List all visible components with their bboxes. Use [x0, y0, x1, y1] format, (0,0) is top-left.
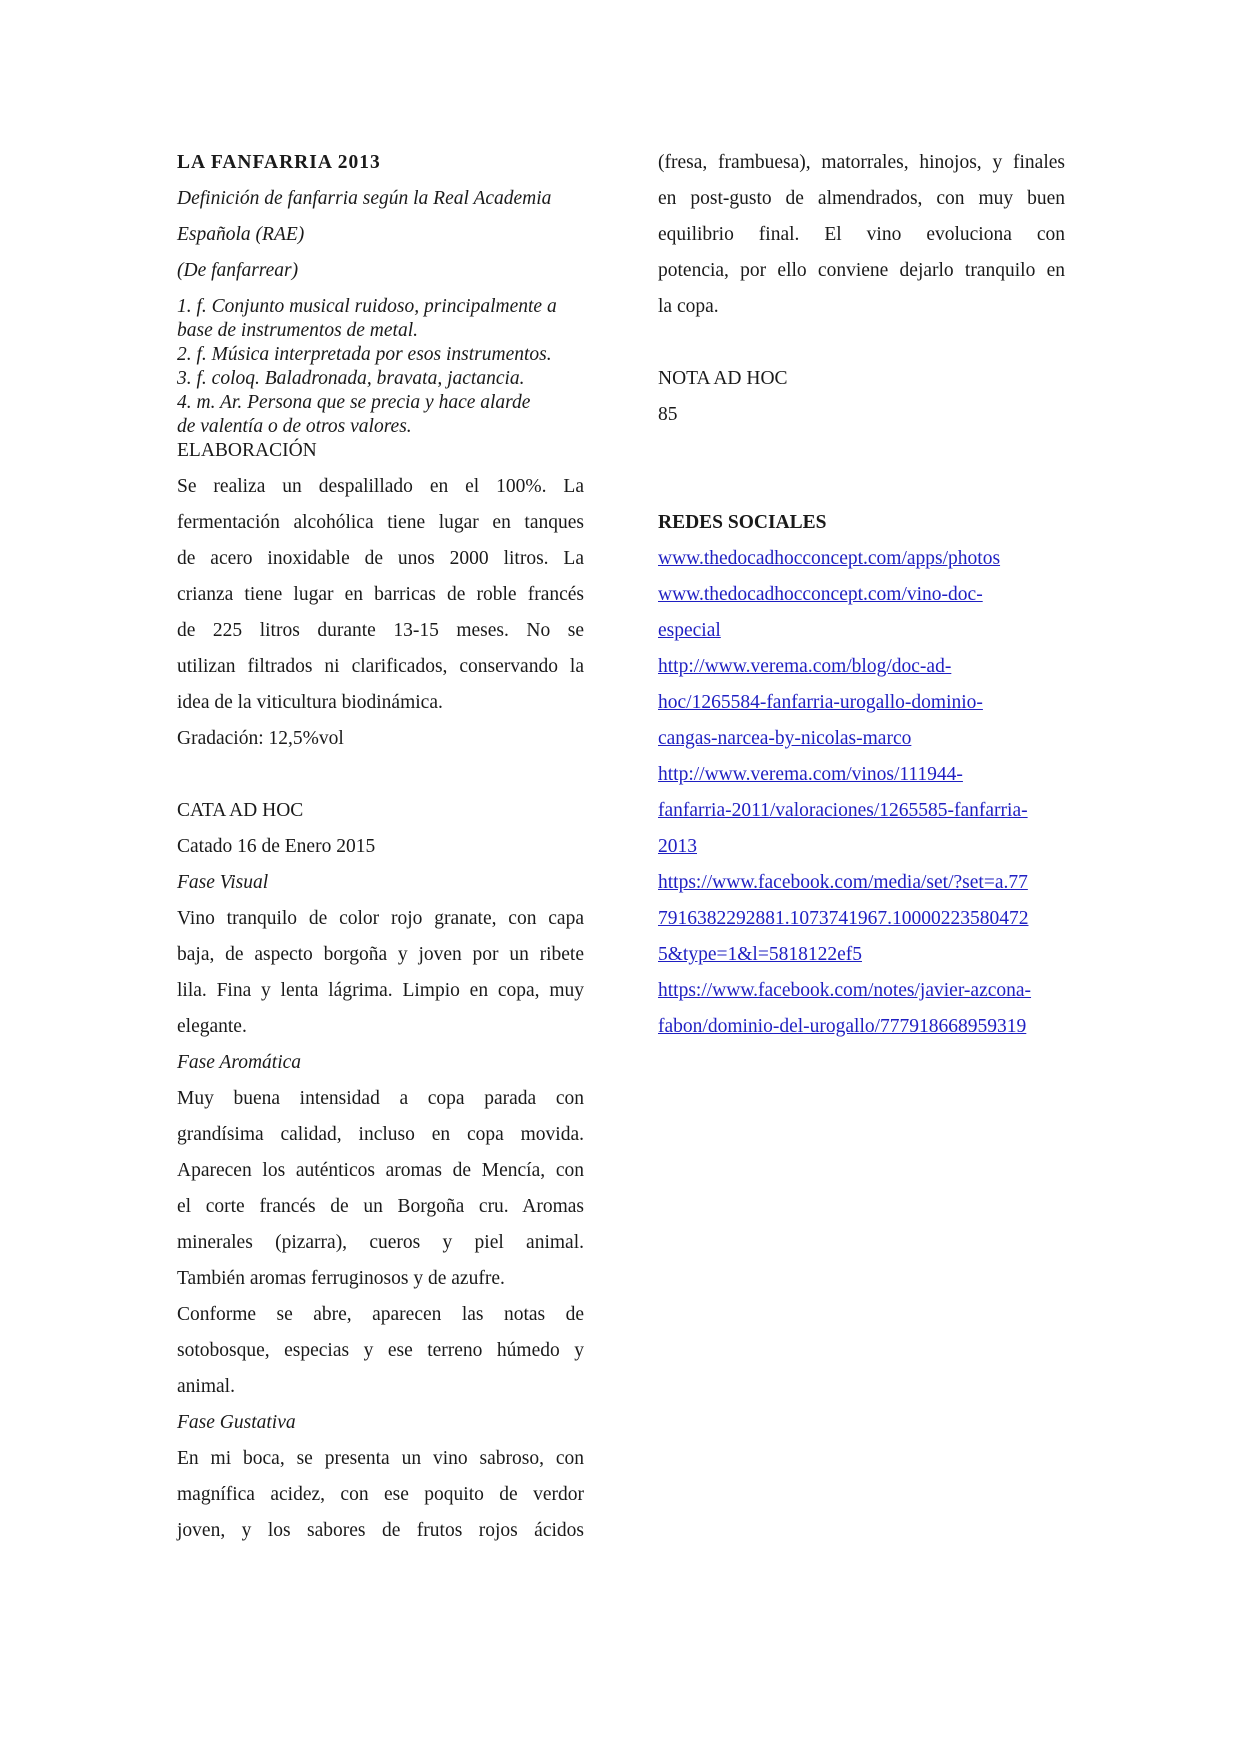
definition-heading-1: Definición de fanfarria según la Real Academia: [177, 188, 552, 209]
definition-entry-line: 4. m. Ar. Persona que se precia y hace alarde: [177, 392, 531, 413]
fase-aromatica-title: Fase Aromática: [177, 1052, 302, 1073]
cata-heading: CATA AD HOC: [177, 800, 304, 821]
aromatica-line: el corte francés de un Borgoña cru. Aromas: [177, 1196, 584, 1217]
definition-entry-line: 2. f. Música interpretada por esos instrumentos.: [177, 344, 552, 365]
spacer: [658, 469, 1065, 505]
spacer: [658, 325, 1065, 361]
visual-line: elegante.: [177, 1016, 247, 1037]
aromatica-line: Aparecen los auténticos aromas de Mencía, con: [177, 1160, 584, 1181]
elaboracion-line: fermentación alcohólica tiene lugar en tanques: [177, 512, 584, 533]
gustativa-continued-line: en post-gusto de almendrados, con muy buen: [658, 188, 1065, 209]
link-verema-vinos[interactable]: fanfarria-2011/valoraciones/1265585-fanfarria-: [658, 800, 1028, 821]
aromatica-line: grandísima calidad, incluso en copa movida.: [177, 1124, 584, 1145]
link-facebook-media[interactable]: 7916382292881.1073741967.10000223580472: [658, 908, 1029, 929]
visual-line: lila. Fina y lenta lágrima. Limpio en copa, muy: [177, 980, 584, 1001]
spacer: [177, 757, 584, 793]
aromatica-line: minerales (pizarra), cueros y piel animal.: [177, 1232, 584, 1253]
fase-gustativa-title: Fase Gustativa: [177, 1412, 296, 1433]
spacer: [658, 433, 1065, 469]
link-facebook-media[interactable]: 5&type=1&l=5818122ef5: [658, 944, 862, 965]
visual-line: baja, de aspecto borgoña y joven por un ribete: [177, 944, 584, 965]
link-vino-doc-especial[interactable]: especial: [658, 620, 721, 641]
aromatica-line: Conforme se abre, aparecen las notas de: [177, 1304, 584, 1325]
elaboracion-line: crianza tiene lugar en barricas de roble francés: [177, 584, 584, 605]
gustativa-continued-line: (fresa, frambuesa), matorrales, hinojos, y finales: [658, 152, 1065, 173]
link-verema-blog[interactable]: cangas-narcea-by-nicolas-marco: [658, 728, 912, 749]
definition-entry-line: de valentía o de otros valores.: [177, 416, 412, 437]
definition-origin: (De fanfarrear): [177, 260, 299, 281]
cata-date: Catado 16 de Enero 2015: [177, 836, 376, 857]
link-vino-doc-especial[interactable]: www.thedocadhocconcept.com/vino-doc-: [658, 584, 983, 605]
definition-heading-2: Española (RAE): [177, 224, 305, 245]
aromatica-line: También aromas ferruginosos y de azufre.: [177, 1268, 505, 1289]
link-verema-vinos[interactable]: http://www.verema.com/vinos/111944-: [658, 764, 963, 785]
elaboracion-line: de acero inoxidable de unos 2000 litros. La: [177, 548, 584, 569]
left-column: [177, 145, 584, 1549]
redes-links: [658, 541, 1065, 1045]
right-column: [658, 145, 1065, 1045]
gustativa-line: En mi boca, se presenta un vino sabroso, con: [177, 1448, 584, 1469]
gustativa-continued-line: equilibrio final. El vino evoluciona con: [658, 224, 1065, 245]
nota-score: 85: [658, 404, 678, 425]
elaboracion-line: de 225 litros durante 13-15 meses. No se: [177, 620, 584, 641]
gustativa-line: magnífica acidez, con ese poquito de verdor: [177, 1484, 584, 1505]
gustativa-line: joven, y los sabores de frutos rojos ácidos: [177, 1520, 584, 1541]
visual-line: Vino tranquilo de color rojo granate, con capa: [177, 908, 584, 929]
fase-visual-title: Fase Visual: [177, 872, 269, 893]
graduacion: Gradación: 12,5%vol: [177, 728, 344, 749]
nota-heading: NOTA AD HOC: [658, 368, 788, 389]
gustativa-continued-line: potencia, por ello conviene dejarlo tranquilo en: [658, 260, 1065, 281]
gustativa-continued-line: la copa.: [658, 296, 719, 317]
link-verema-blog[interactable]: http://www.verema.com/blog/doc-ad-: [658, 656, 952, 677]
elaboracion-heading: ELABORACIÓN: [177, 440, 317, 461]
definition-entry-line: 3. f. coloq. Baladronada, bravata, jactancia.: [177, 368, 525, 389]
definition-entry-line: 1. f. Conjunto musical ruidoso, principalmente a: [177, 296, 557, 317]
elaboracion-line: idea de la viticultura biodinámica.: [177, 692, 443, 713]
link-facebook-notes[interactable]: fabon/dominio-del-urogallo/777918668959319: [658, 1016, 1027, 1037]
aromatica-line: sotobosque, especias y ese terreno húmedo y: [177, 1340, 584, 1361]
definition-entry-line: base de instrumentos de metal.: [177, 320, 419, 341]
wine-title: LA FANFARRIA 2013: [177, 152, 381, 173]
link-verema-blog[interactable]: hoc/1265584-fanfarria-urogallo-dominio-: [658, 692, 983, 713]
definition-entries: [177, 289, 584, 437]
link-photos[interactable]: www.thedocadhocconcept.com/apps/photos: [658, 548, 1001, 569]
elaboracion-line: utilizan filtrados ni clarificados, conservando la: [177, 656, 584, 677]
aromatica-line: animal.: [177, 1376, 235, 1397]
link-facebook-notes[interactable]: https://www.facebook.com/notes/javier-azcona-: [658, 980, 1032, 1001]
redes-heading: REDES SOCIALES: [658, 512, 827, 533]
elaboracion-line: Se realiza un despalillado en el 100%. La: [177, 476, 584, 497]
aromatica-line: Muy buena intensidad a copa parada con: [177, 1088, 584, 1109]
link-verema-vinos[interactable]: 2013: [658, 836, 697, 857]
link-facebook-media[interactable]: https://www.facebook.com/media/set/?set=a.77: [658, 872, 1028, 893]
